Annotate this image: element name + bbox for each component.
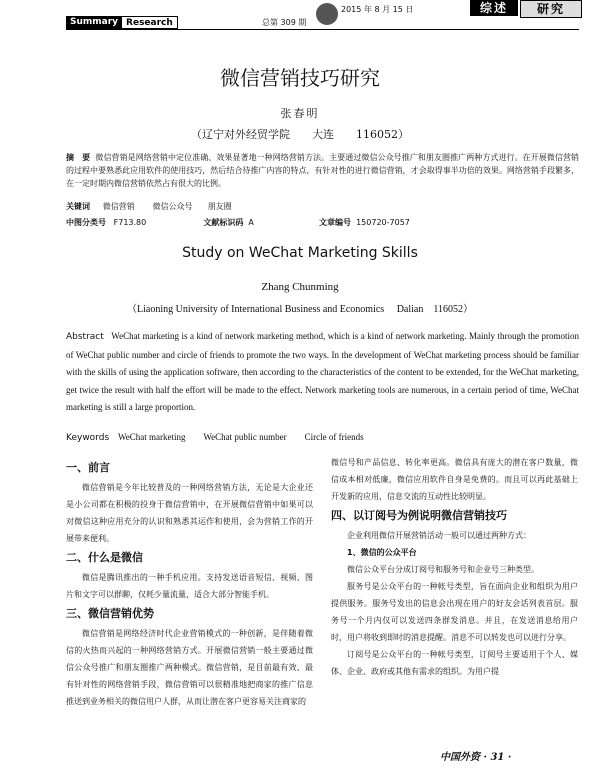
abstract-cn-label: 摘 要 xyxy=(66,153,91,162)
keyword-en: WeChat public number xyxy=(203,432,287,442)
keyword-cn: 微信公众号 xyxy=(152,202,193,211)
body-paragraph: 微信公众平台分成订阅号和服务号和企业号三种类型。 xyxy=(347,565,539,574)
section-heading: 二、什么是微信 xyxy=(66,551,143,564)
abstract-en-text: WeChat marketing is a kind of network marketing method, which is a kind of network marketing. Mainly through the promotion of WeChat public number and circle of friends to promote the two ways. In the development of WeChat marketing process should be familiar with the skills of using the application software, then according to the characteristics of the content to be extended, for the WeChat marketing, get twice the result with half the effort will be made to the effect. Network marketing tools are numerous, in a certain period of time, WeChat marketing is still a large proportion. xyxy=(66,331,580,412)
keywords-en-label: Keywords xyxy=(66,433,110,443)
body-paragraph: 微信营销是今年比较普及的一种网络营销方法，无论是大企业还是小公司都在积极的投身于微信营销中，在开展微信营销中如果可以对微信这种应用充分的认识和熟悉其运作和使用，会为营销工作的开展带来便利。 xyxy=(66,483,313,543)
doc-code-value: A xyxy=(248,218,254,227)
body-paragraph: 企业利用微信开展营销活动一般可以通过两种方式： xyxy=(347,531,531,540)
keyword-en: Circle of friends xyxy=(304,432,364,442)
header-decorative-circle xyxy=(316,3,338,25)
body-paragraph: 订阅号是公众平台的一种帐号类型，订阅号主要适用于个人、媒体、企业、政府或其他有需求的组织。为用户提 xyxy=(331,650,578,676)
body-paragraph: 微信号和产品信息、转化率更高。微信具有庞大的潜在客户数量，微信成本相对低廉，微信应用软件自身是免费的。而且可以再此基础上开发新的应用，信息交流的互动性比较明显。 xyxy=(331,458,578,501)
body-column-right xyxy=(331,454,578,680)
abstract-en xyxy=(66,328,579,417)
section-heading: 四、以订阅号为例说明微信营销技巧 xyxy=(331,509,507,522)
running-header-label xyxy=(66,16,178,29)
keywords-en xyxy=(66,431,579,445)
header-rule xyxy=(66,29,579,30)
body-paragraph: 服务号是公众平台的一种帐号类型，旨在面向企业和组织为用户提供服务。服务号发出的信息会出现在用户的好友会话列表首层。服务号一个月内仅可以发送四条群发消息。并且，在发送消息给用户时，用户将收到即时的消息提醒。消息不可以转发也可以进行分享。 xyxy=(331,582,578,642)
classification-line xyxy=(66,216,579,229)
body-paragraph: 微信是腾讯推出的一种手机应用。支持发送语音短信、视频、图片和文字可以群聊，仅耗少量流量，适合大部分智能手机。 xyxy=(66,573,313,599)
article-number-label: 文章编号 xyxy=(319,218,351,227)
abstract-en-label: Abstract xyxy=(66,332,104,342)
paper-title-en: Study on WeChat Marketing Skills xyxy=(182,245,418,261)
section-heading: 三、微信营销优势 xyxy=(66,607,154,620)
keywords-cn-label: 关键词 xyxy=(66,202,90,211)
author-cn: 张春明 xyxy=(280,107,320,120)
affiliation-cn: （辽宁对外经贸学院 大连 116052） xyxy=(191,128,409,141)
page-footer: 中国外资 · 31 · xyxy=(440,752,512,763)
body-column-left xyxy=(66,457,313,710)
header-issue-number: 总第 309 期 xyxy=(262,18,307,27)
clc-label: 中图分类号 xyxy=(66,218,106,227)
clc-value: F713.80 xyxy=(113,218,147,227)
section-heading: 一、前言 xyxy=(66,461,110,474)
header-summary-label: Summary xyxy=(66,16,122,29)
abstract-cn xyxy=(66,151,579,190)
subsection-heading: 1、微信的公众平台 xyxy=(347,548,417,557)
abstract-cn-text: 微信营销是网络营销中定位准确、效果显著地一种网络营销方法。主要通过微信公众号推广和朋友圈推广两种方式进行。在开展微信营销的过程中要熟悉此应用软件的使用技巧，然后结合待推广内容的特点，有针对性的进行微信营销，才会取得事半功倍的效果。网络营销手段繁多，在一定时期内微信营销依然占有很大的比例。 xyxy=(66,153,580,188)
header-tag-research: 研究 xyxy=(520,0,582,18)
paper-title-cn: 微信营销技巧研究 xyxy=(220,66,380,90)
affiliation-en: （Liaoning University of International Business and Economics Dalian 116052） xyxy=(127,304,473,315)
body-paragraph: 微信营销是网络经济时代企业营销模式的一种创新，是伴随着微信的火热而兴起的一种网络营销方式。开展微信营销一般主要通过微信公众号推广和朋友圈推广两种模式。微信营销，是目前最有效、最有针对性的网络营销手段，微信营销可以很精准地把商家的推广信息推送到业务相关的微信用户人群，从而让潜在客户更容易关注商家的 xyxy=(66,629,313,706)
header-tag-review: 综述 xyxy=(470,0,518,16)
author-en: Zhang Chunming xyxy=(261,281,339,293)
header-research-label: Research xyxy=(122,16,178,29)
article-number-value: 150720-7057 xyxy=(356,218,410,227)
keyword-en: WeChat marketing xyxy=(117,432,186,442)
keywords-cn xyxy=(66,200,579,213)
keyword-cn: 朋友圈 xyxy=(207,202,232,211)
header-date: 2015 年 8 月 15 日 xyxy=(341,5,414,14)
keyword-cn: 微信营销 xyxy=(102,202,135,211)
doc-code-label: 文献标识码 xyxy=(203,218,244,227)
